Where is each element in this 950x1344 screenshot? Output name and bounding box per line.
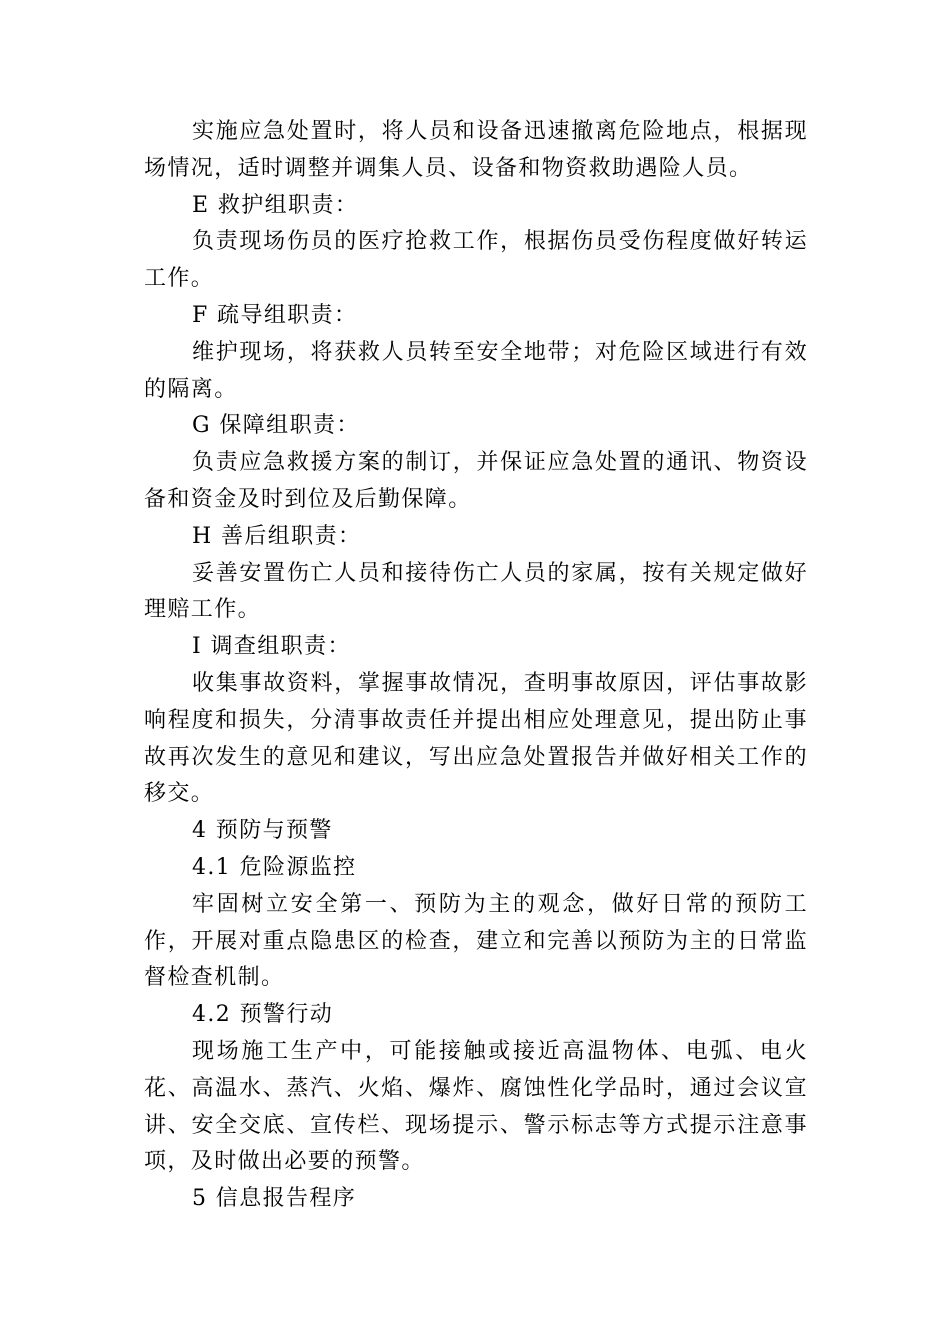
subsection-heading-hazard-monitoring: 4.1 危险源监控 <box>192 854 357 880</box>
paragraph-hazard-monitoring: 牢固树立安全第一、预防为主的观念，做好日常的预防工作，开展对重点隐患区的检查，建立和完善以预防为主的日常监督检查机制。 <box>144 891 808 991</box>
document-body <box>144 114 808 1218</box>
heading-support-group: G 保障组职责： <box>192 413 360 439</box>
paragraph-investigation-duties: 收集事故资料，掌握事故情况，查明事故原因，评估事故影响程度和损失，分清事故责任并提出相应处理意见，提出防止事故再次发生的意见和建议，写出应急处置报告并做好相关工作的移交。 <box>144 670 808 807</box>
heading-aftermath-group: H 善后组职责： <box>192 523 362 549</box>
paragraph-rescue-duties: 负责现场伤员的医疗抢救工作，根据伤员受伤程度做好转运工作。 <box>144 229 808 292</box>
paragraph-evacuation: 实施应急处置时，将人员和设备迅速撤离危险地点，根据现场情况，适时调整并调集人员、设备和物资救助遇险人员。 <box>144 119 808 181</box>
heading-rescue-group: E 救护组职责： <box>192 192 359 218</box>
section-heading-prevention: 4 预防与预警 <box>192 818 333 844</box>
paragraph-support-duties: 负责应急救援方案的制订，并保证应急处置的通讯、物资设备和资金及时到位及后勤保障。 <box>144 450 808 512</box>
heading-investigation-group: I 调查组职责： <box>192 634 351 660</box>
subsection-heading-warning-action: 4.2 预警行动 <box>192 1002 334 1028</box>
paragraph-warning-action: 现场施工生产中，可能接触或接近高温物体、电弧、电火花、高温水、蒸汽、火焰、爆炸、腐蚀性化学品时，通过会议宣讲、安全交底、宣传栏、现场提示、警示标志等方式提示注意事项，及时做出必要的预警。 <box>144 1038 808 1175</box>
paragraph-aftermath-duties: 妥善安置伤亡人员和接待伤亡人员的家属，按有关规定做好理赔工作。 <box>144 560 808 623</box>
section-heading-info-report: 5 信息报告程序 <box>192 1186 357 1212</box>
heading-guidance-group: F 疏导组职责： <box>192 302 358 328</box>
paragraph-guidance-duties: 维护现场，将获救人员转至安全地带；对危险区域进行有效的隔离。 <box>144 339 808 402</box>
